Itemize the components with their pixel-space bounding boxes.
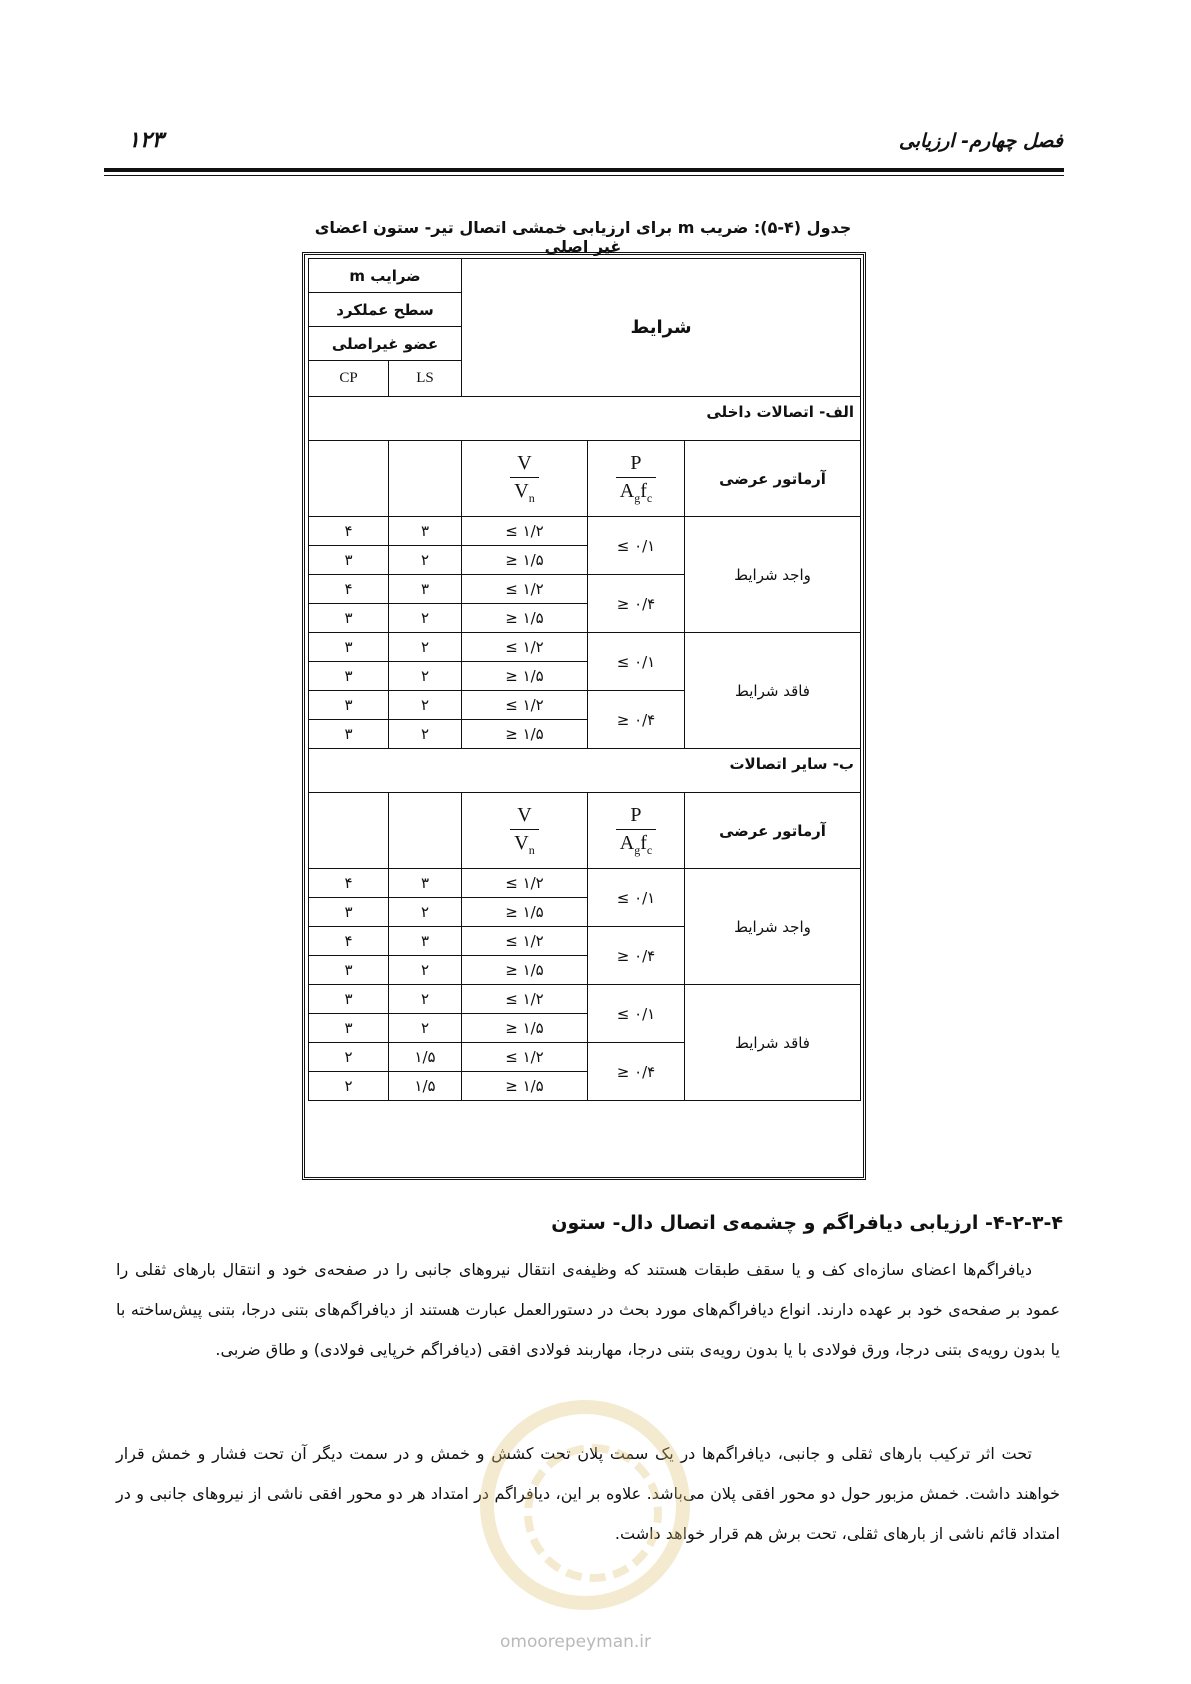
blank-cell — [309, 793, 389, 869]
header-cp: CP — [309, 361, 389, 397]
cp-value: ۳ — [309, 985, 389, 1014]
shear-ratio-value: ≥ ۱/۵ — [462, 546, 588, 575]
table-row — [309, 633, 861, 662]
condition-label: فاقد شرایط — [685, 633, 861, 749]
cp-value: ۴ — [309, 927, 389, 956]
header-m-factors: ضرایب m — [309, 259, 462, 293]
cp-value: ۲ — [309, 1072, 389, 1101]
shear-ratio-value: ≥ ۱/۵ — [462, 1014, 588, 1043]
cp-value: ۴ — [309, 575, 389, 604]
shear-ratio-value: ≥ ۱/۵ — [462, 604, 588, 633]
fraction-numerator: V — [517, 803, 532, 826]
paragraph-1-text: دیافراگم‌ها اعضای سازه‌ای کف و یا سقف طبقات هستند که وظیفه‌ی انتقال نیروهای جانبی را در صفحه‌ی خود و انتقال بارهای ثقلی را عمود بر صفحه‌ی خود بر عهده دارند. انواع دیافراگم‌های مورد بحث در دستورالعمل عبارت هستند از دیافراگم‌های بتنی درجا، بتنی پیش‌ساخته با یا بدون رویه‌ی بتنی درجا، ورق فولادی با یا بدون رویه‌ی بتنی درجا، مهاربند فولادی افقی (دیافراگم خرپایی فولادی) و طاق ضربی. — [116, 1260, 1060, 1359]
shear-ratio-value: ≤ ۱/۲ — [462, 633, 588, 662]
fraction-numerator: P — [630, 803, 642, 826]
section-heading: ۴-۲-۳-۴- ارزیابی دیافراگم و چشمه‌ی اتصال دال- ستون — [551, 1212, 1063, 1234]
fraction-denominator: V — [514, 831, 529, 854]
cp-value: ۳ — [309, 691, 389, 720]
axial-ratio-value: ≤ ۰/۱ — [588, 517, 685, 575]
blank-cell — [389, 441, 462, 517]
shear-ratio-value: ≥ ۱/۵ — [462, 1072, 588, 1101]
shear-ratio-value: ≤ ۱/۲ — [462, 869, 588, 898]
shear-ratio-value: ≥ ۱/۵ — [462, 662, 588, 691]
paragraph-2-text: تحت اثر ترکیب بارهای ثقلی و جانبی، دیافراگم‌ها در یک سمت پلان تحت کشش و خمش و در سمت دیگر آن تحت فشار و خمش قرار خواهند داشت. خمش مزبور حول دو محور افقی پلان می‌باشد. علاوه بر این، دیافراگم در امتداد هر دو محور افقی ناشی از نیروهای جانبی و در امتداد قائم ناشی از بارهای ثقلی، تحت برش هم قرار خواهد داشت. — [116, 1444, 1060, 1543]
condition-label: واجد شرایط — [685, 869, 861, 985]
shear-ratio-value: ≤ ۱/۲ — [462, 1043, 588, 1072]
ls-value: ۲ — [389, 1014, 462, 1043]
ls-value: ۲ — [389, 546, 462, 575]
page-number: ۱۲۳ — [128, 128, 164, 153]
cp-value: ۳ — [309, 898, 389, 927]
axial-ratio-value: ≤ ۰/۱ — [588, 633, 685, 691]
m-factor-table — [308, 258, 861, 1101]
section-title: الف- اتصالات داخلی — [309, 397, 861, 441]
ls-value: ۲ — [389, 956, 462, 985]
cp-value: ۳ — [309, 546, 389, 575]
condition-label: فاقد شرایط — [685, 985, 861, 1101]
cp-value: ۴ — [309, 869, 389, 898]
axial-ratio-header — [588, 441, 685, 517]
cp-value: ۳ — [309, 604, 389, 633]
v-over-vn-fraction — [510, 452, 538, 506]
fraction-f: f — [640, 831, 647, 854]
axial-ratio-value: ≤ ۰/۱ — [588, 985, 685, 1043]
p-over-agfc-fraction — [616, 452, 656, 506]
ls-value: ۲ — [389, 691, 462, 720]
shear-ratio-value: ≥ ۱/۵ — [462, 720, 588, 749]
ls-value: ۲ — [389, 662, 462, 691]
shear-ratio-value: ≤ ۱/۲ — [462, 927, 588, 956]
fraction-a: A — [619, 831, 635, 854]
ls-value: ۳ — [389, 927, 462, 956]
blank-cell — [309, 441, 389, 517]
chapter-title: فصل چهارم- ارزیابی — [898, 130, 1063, 152]
fraction-denominator: V — [514, 479, 529, 502]
shear-ratio-value: ≤ ۱/۲ — [462, 691, 588, 720]
ls-value: ۱/۵ — [389, 1043, 462, 1072]
ls-value: ۳ — [389, 575, 462, 604]
ls-value: ۳ — [389, 869, 462, 898]
fraction-f: f — [640, 479, 647, 502]
axial-ratio-value: ≥ ۰/۴ — [588, 691, 685, 749]
cp-value: ۳ — [309, 1014, 389, 1043]
paragraph-1 — [116, 1250, 1060, 1370]
ls-value: ۱/۵ — [389, 1072, 462, 1101]
fraction-numerator: P — [630, 451, 642, 474]
ls-value: ۲ — [389, 898, 462, 927]
ls-value: ۲ — [389, 985, 462, 1014]
fraction-subscript: n — [528, 490, 535, 505]
cp-value: ۳ — [309, 720, 389, 749]
fraction-a: A — [619, 479, 635, 502]
ls-value: ۲ — [389, 604, 462, 633]
header-rule-thick — [104, 168, 1064, 172]
ls-value: ۲ — [389, 720, 462, 749]
watermark-seal — [480, 1400, 690, 1610]
shear-ratio-value: ≥ ۱/۵ — [462, 956, 588, 985]
header-rule-thin — [104, 175, 1064, 176]
fraction-c: c — [646, 842, 653, 857]
shear-ratio-header — [462, 793, 588, 869]
shear-ratio-value: ≥ ۱/۵ — [462, 898, 588, 927]
fraction-g: g — [634, 842, 641, 857]
cp-value: ۳ — [309, 633, 389, 662]
condition-label: واجد شرایط — [685, 517, 861, 633]
cp-value: ۴ — [309, 517, 389, 546]
table-row — [309, 869, 861, 898]
axial-ratio-value: ≤ ۰/۱ — [588, 869, 685, 927]
watermark-text: omoorepeyman.ir — [500, 1632, 652, 1652]
table-row — [309, 517, 861, 546]
p-over-agfc-fraction — [616, 804, 656, 858]
section-title: ب- سایر اتصالات — [309, 749, 861, 793]
header-member-type: عضو غیراصلی — [309, 327, 462, 361]
shear-ratio-value: ≤ ۱/۲ — [462, 517, 588, 546]
header-ls: LS — [389, 361, 462, 397]
axial-ratio-value: ≥ ۰/۴ — [588, 575, 685, 633]
axial-ratio-header — [588, 793, 685, 869]
axial-ratio-value: ≥ ۰/۴ — [588, 927, 685, 985]
header-performance-level: سطح عملکرد — [309, 293, 462, 327]
transverse-rebar-header: آرماتور عرضی — [685, 793, 861, 869]
cp-value: ۳ — [309, 956, 389, 985]
header-conditions: شرایط — [462, 259, 861, 397]
shear-ratio-header — [462, 441, 588, 517]
fraction-g: g — [634, 490, 641, 505]
ls-value: ۲ — [389, 633, 462, 662]
fraction-c: c — [646, 490, 653, 505]
transverse-rebar-header: آرماتور عرضی — [685, 441, 861, 517]
shear-ratio-value: ≤ ۱/۲ — [462, 985, 588, 1014]
cp-value: ۲ — [309, 1043, 389, 1072]
fraction-numerator: V — [517, 451, 532, 474]
v-over-vn-fraction — [510, 804, 538, 858]
ls-value: ۳ — [389, 517, 462, 546]
axial-ratio-value: ≥ ۰/۴ — [588, 1043, 685, 1101]
fraction-subscript: n — [528, 842, 535, 857]
shear-ratio-value: ≤ ۱/۲ — [462, 575, 588, 604]
blank-cell — [389, 793, 462, 869]
cp-value: ۳ — [309, 662, 389, 691]
table-caption: جدول (۴-۵): ضریب m برای ارزیابی خمشی اتصال تیر- ستون اعضای غیر اصلی — [314, 218, 852, 256]
table-row — [309, 985, 861, 1014]
